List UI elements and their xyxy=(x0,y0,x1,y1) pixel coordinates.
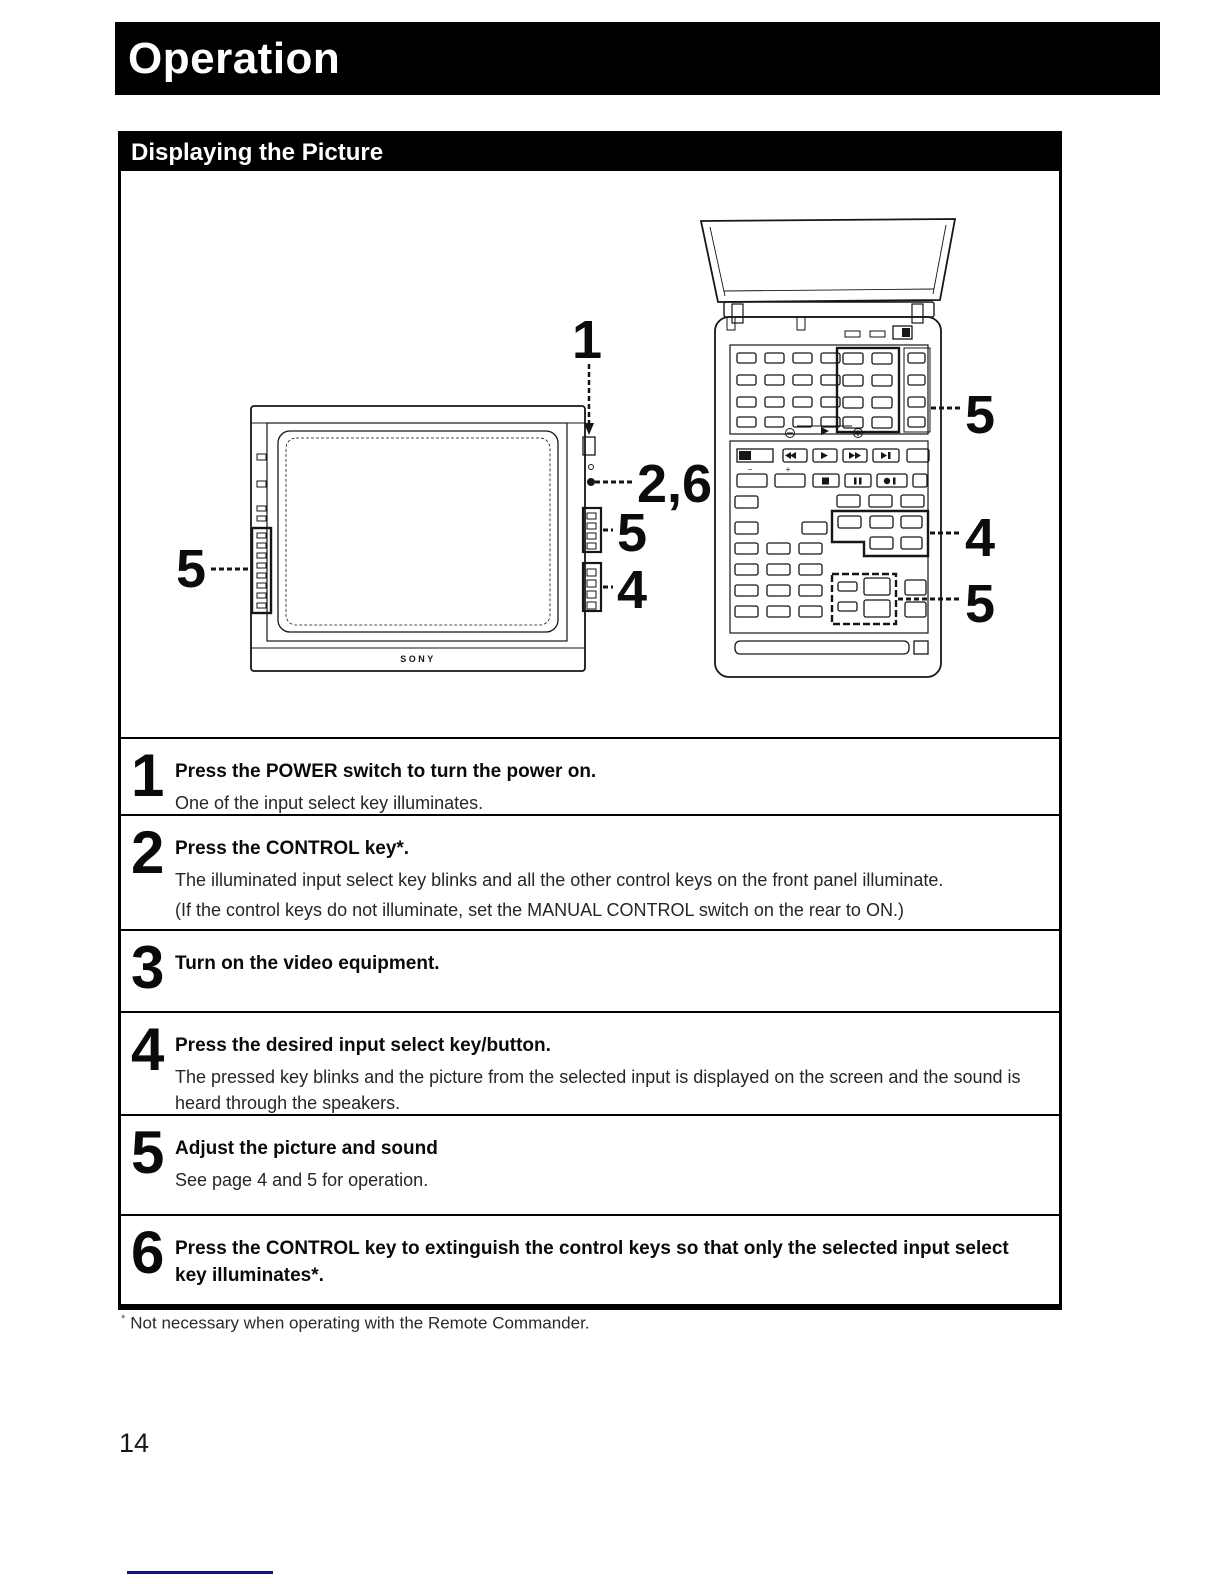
step-4-number: 4 xyxy=(131,1016,163,1083)
step-3-heading: Turn on the video equipment. xyxy=(175,953,440,974)
callout-power-switch xyxy=(572,310,602,435)
callout-number-4-monitor: 4 xyxy=(617,560,648,620)
step-4-heading: Press the desired input select key/button. xyxy=(175,1035,551,1056)
remote-lower-key-panel xyxy=(730,426,929,654)
monitor-and-remote-illustration xyxy=(121,171,1059,737)
callout-number-4-remote: 4 xyxy=(965,508,996,568)
equipment-diagram xyxy=(121,171,1059,737)
step-6-number: 6 xyxy=(131,1219,163,1286)
step-6 xyxy=(121,1214,1059,1304)
step-4-body: The pressed key blinks and the picture from the selected input is displayed on the screen and the sound is heard through the speakers. xyxy=(175,1066,1021,1114)
step-2-body-line-1: The illuminated input select key blinks and all the other control keys on the front panel illuminate. xyxy=(175,869,944,890)
step-2 xyxy=(121,814,1059,929)
step-1-body: One of the input select key illuminates. xyxy=(175,792,484,813)
svg-text:−: − xyxy=(747,465,753,474)
step-5-number: 5 xyxy=(131,1119,163,1186)
callout-monitor-input-keys xyxy=(603,560,647,620)
callout-number-5-monitor-right: 5 xyxy=(617,503,648,563)
callout-remote-lower-adjust xyxy=(898,574,995,634)
remote-upper-key-panel xyxy=(730,345,930,434)
displaying-picture-panel xyxy=(118,131,1062,1310)
brand-logo: SONY xyxy=(400,654,436,664)
footnote-text: Not necessary when operating with the Remote Commander. xyxy=(130,1313,590,1333)
section-header-bar xyxy=(115,22,1160,95)
step-4 xyxy=(121,1011,1059,1114)
remote-commander-illustration xyxy=(701,219,955,677)
footer-divider-line xyxy=(127,1571,273,1574)
remote-top-adjust-group-box xyxy=(837,348,899,432)
step-1-number: 1 xyxy=(131,742,163,809)
step-6-heading: Press the CONTROL key to extinguish the control keys so that only the selected input select key illuminates*. xyxy=(175,1238,1009,1286)
step-5 xyxy=(121,1114,1059,1214)
callout-number-1: 1 xyxy=(572,310,603,370)
monitor-illustration xyxy=(251,406,601,671)
callout-number-2-6: 2,6 xyxy=(637,454,713,514)
step-3 xyxy=(121,929,1059,1011)
panel-title-bar xyxy=(121,134,1059,171)
step-5-heading: Adjust the picture and sound xyxy=(175,1138,438,1159)
page-number: 14 xyxy=(119,1428,150,1458)
callout-number-5-remote-top: 5 xyxy=(965,385,996,445)
callout-number-5-monitor-left: 5 xyxy=(176,539,207,599)
step-5-body: See page 4 and 5 for operation. xyxy=(175,1169,429,1190)
step-3-number: 3 xyxy=(131,934,163,1001)
callout-monitor-right-keys xyxy=(603,503,647,563)
section-title: Operation xyxy=(128,33,341,83)
callout-control-key xyxy=(595,454,712,514)
step-2-heading: Press the CONTROL key*. xyxy=(175,838,410,859)
footnote-marker: * xyxy=(121,1313,126,1325)
callout-monitor-left-keys xyxy=(176,539,251,599)
callout-remote-input-buttons xyxy=(930,508,995,568)
monitor-left-key-strip xyxy=(252,454,271,613)
svg-text:+: + xyxy=(785,465,791,474)
panel-title: Displaying the Picture xyxy=(131,138,384,166)
footnote xyxy=(121,1313,590,1334)
callout-number-5-remote-lower: 5 xyxy=(965,574,996,634)
step-1 xyxy=(121,737,1059,814)
step-1-heading: Press the POWER switch to turn the power on. xyxy=(175,761,597,782)
step-2-number: 2 xyxy=(131,819,163,886)
step-2-body-line-2: (If the control keys do not illuminate, set the MANUAL CONTROL switch on the rear to ON.) xyxy=(175,900,904,921)
